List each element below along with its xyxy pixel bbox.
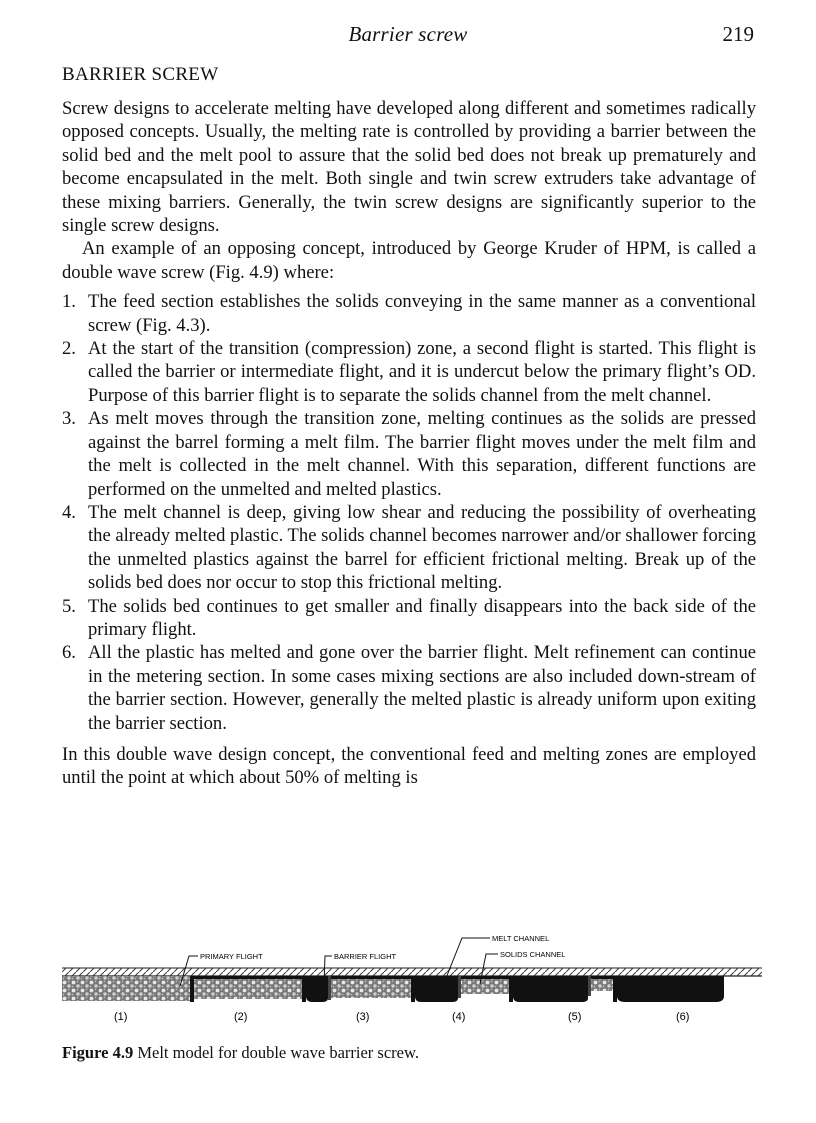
barrel-wall (62, 968, 762, 976)
stage-label: (1) (114, 1011, 128, 1023)
stage-label: (4) (452, 1011, 466, 1023)
page-number: 219 (722, 22, 754, 46)
melt-film (461, 976, 509, 979)
melt-film (591, 976, 613, 979)
solids-bed (62, 976, 190, 1001)
list-item-text: The solids bed continues to get smaller and finally disappears into the back side of the primary flight. (88, 595, 756, 640)
list-item-number: 6. (62, 642, 76, 664)
solids-channel-label: SOLIDS CHANNEL (500, 950, 566, 959)
melt-pool (306, 976, 328, 1002)
list-item-number: 5. (62, 595, 76, 617)
list-item-number: 3. (62, 408, 76, 430)
melt-film (331, 976, 411, 979)
list-item-number: 4. (62, 501, 76, 523)
screw-diagram (62, 916, 762, 1026)
melt-pool (415, 976, 458, 1002)
list-item-text: As melt moves through the transition zone, melting continues as the solids are pressed against the barrel forming a melt film. The barrier flight moves under the melt film and the melt is collected in the melt channel. With this separation, different functions are performed on the unmelted and melted plastics. (88, 408, 756, 500)
list-item-text: The feed section establishes the solids conveying in the same manner as a conventional screw (Fig. 4.3). (88, 291, 756, 336)
list-item-number: 2. (62, 338, 76, 360)
primary-flight-label: PRIMARY FLIGHT (200, 952, 263, 961)
solids-bed (331, 978, 411, 998)
barrier-flight (328, 976, 331, 1000)
list-item (62, 337, 756, 407)
stage-label: (6) (676, 1011, 690, 1023)
section-heading: BARRIER SCREW (62, 64, 219, 85)
list-item-text: The melt channel is deep, giving low shear and reducing the possibility of overheating the already melted plastic. The solids channel becomes narrower and/or shallower forcing the unmelted plastics against the barrel for efficient frictional melting. Break up of the solids bed does nor occur to stop this frictional melting. (88, 501, 756, 594)
barrier-flight (588, 976, 591, 996)
melt-channel-label: MELT CHANNEL (492, 934, 550, 943)
steps-list (62, 290, 756, 735)
list-item (62, 641, 756, 735)
primary-flight (613, 976, 617, 1002)
figure-caption (62, 1043, 419, 1063)
paragraph-example: An example of an opposing concept, introduced by George Kruder of HPM, is called a double wave screw (Fig. 4.9) where: (62, 238, 756, 283)
paragraph-intro: Screw designs to accelerate melting have developed along different and sometimes radically opposed concepts. Usually, the melting rate is controlled by providing a barrier between the solid bed and the melt pool to assure that the solid bed does not break up prematurely and become encapsulated in the melt. Both single and twin screw extruders take advantage of these mixing barriers. Generally, the twin screw designs are significantly superior to the single screw designs. (62, 98, 756, 237)
list-item (62, 290, 756, 337)
list-item (62, 501, 756, 595)
melt-film (194, 976, 302, 979)
stage-label: (3) (356, 1011, 370, 1023)
figure-double-wave-screw (62, 916, 762, 1026)
list-item (62, 595, 756, 642)
page-header (0, 22, 816, 52)
stage-label: (2) (234, 1011, 248, 1023)
solids-bed (591, 978, 613, 991)
primary-flight (411, 976, 415, 1002)
list-item-text: At the start of the transition (compression) zone, a second flight is started. This flight is called the barrier or intermediate flight, and it is undercut below the primary flight’s OD. Purpose of this barrier flight is to separate the solids channel from the melt channel. (88, 338, 756, 406)
list-item-text: All the plastic has melted and gone over the barrier flight. Melt refinement can continue in the metering section. In some cases mixing sections are also included down-stream of the barrier section. However, generally the melted plastic is already uniform upon exiting the barrier section. (88, 642, 756, 734)
primary-flight (302, 976, 306, 1002)
list-item (62, 407, 756, 501)
figure-caption-label: Figure 4.9 (62, 1043, 134, 1062)
running-title: Barrier screw (348, 22, 468, 46)
barrier-flight (458, 976, 461, 998)
solids-bed (461, 978, 509, 994)
barrier-flight-label: BARRIER FLIGHT (334, 952, 397, 961)
primary-flight (190, 976, 194, 1002)
paragraph-conclusion: In this double wave design concept, the conventional feed and melting zones are employed until the point at which about 50% of melting is (62, 743, 756, 789)
body-text (62, 97, 756, 790)
list-item-number: 1. (62, 291, 76, 313)
melt-pool (513, 976, 588, 1002)
primary-flight (509, 976, 513, 1002)
melt-pool (617, 976, 724, 1002)
figure-caption-text: Melt model for double wave barrier screw. (137, 1043, 419, 1062)
solids-bed (194, 978, 302, 999)
stage-label: (5) (568, 1011, 582, 1023)
